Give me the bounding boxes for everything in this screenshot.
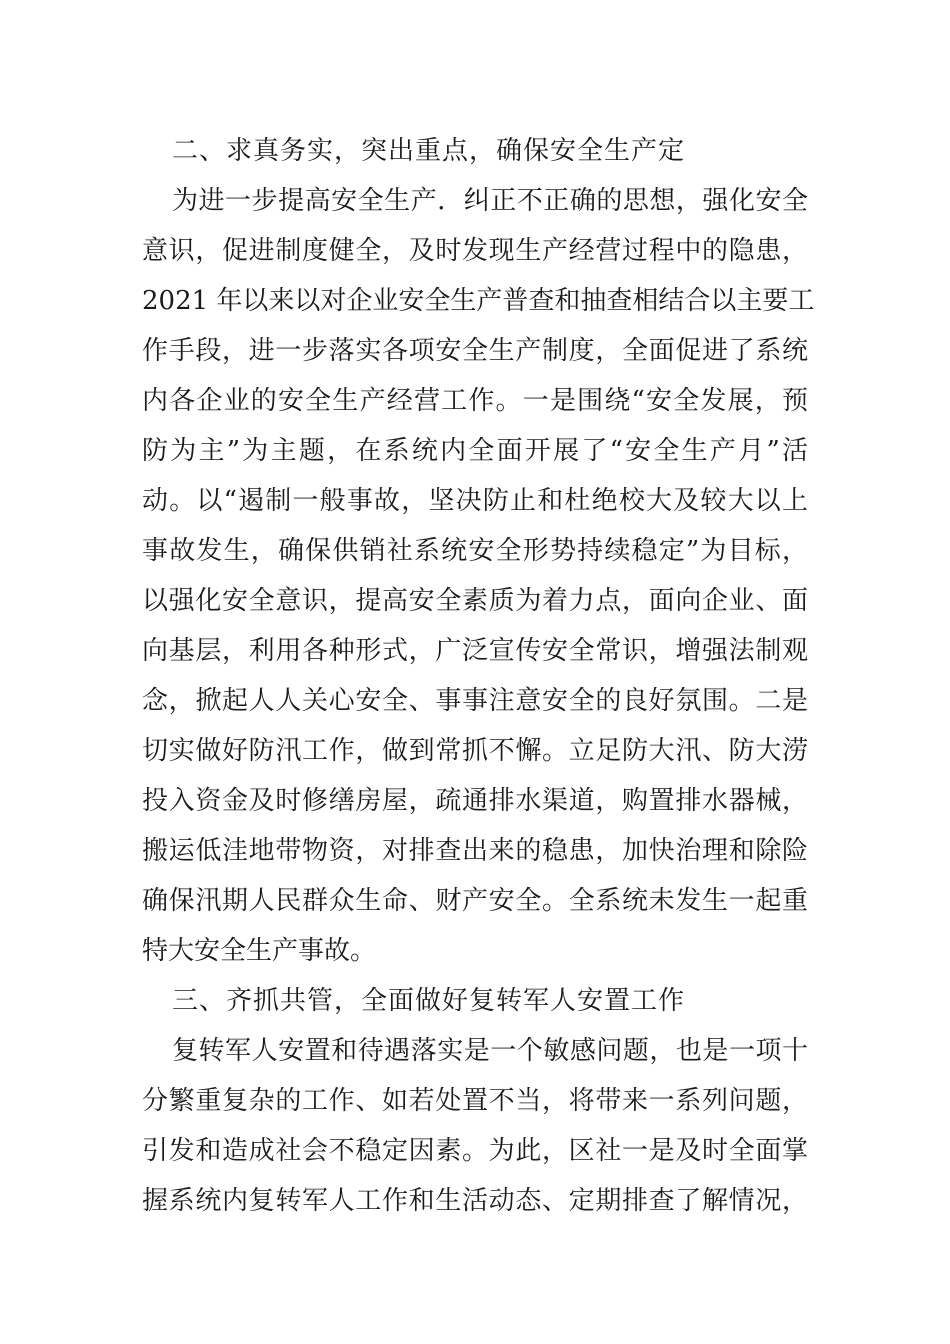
paragraph-line: 内各企业的安全生产经营工作。一是围绕“安全发展，预	[142, 386, 808, 416]
paragraph-line: 向基层，利用各种形式，广泛宣传安全常识，增强法制观	[142, 636, 808, 666]
paragraph-line: 事故发生，确保供销社系统安全形势持续稳定”为目标，	[142, 536, 808, 566]
paragraph-line: 确保汛期人民群众生命、财产安全。全系统未发生一起重	[142, 886, 808, 916]
paragraph-line: 握系统内复转军人工作和生活动态、定期排查了解情况，	[142, 1186, 808, 1216]
paragraph-line: 以强化安全意识，提高安全素质为着力点，面向企业、面	[142, 586, 808, 616]
section-heading: 二、求真务实，突出重点，确保安全生产定	[172, 136, 686, 166]
paragraph-line: 引发和造成社会不稳定因素。为此，区社一是及时全面掌	[142, 1136, 808, 1166]
paragraph-line: 动。以“遏制一般事故，坚决防止和杜绝校大及较大以上	[142, 486, 808, 516]
paragraph-line: 为进一步提高安全生产．纠正不正确的思想，强化安全	[172, 186, 808, 216]
paragraph-line: 防为主”为主题，在系统内全面开展了“安全生产月”活	[142, 436, 808, 466]
paragraph-line: 搬运低洼地带物资，对排查出来的稳患，加快治理和除险	[142, 836, 808, 866]
paragraph-line: 作手段，进一步落实各项安全生产制度，全面促进了系统	[142, 336, 808, 366]
section-heading: 三、齐抓共管，全面做好复转军人安置工作	[172, 986, 686, 1016]
paragraph-line: 分繁重复杂的工作、如若处置不当，将带来一系列问题，	[142, 1086, 808, 1116]
paragraph-line: 2021 年以来以对企业安全生产普查和抽查相结合以主要工	[142, 286, 815, 316]
paragraph-line: 意识，促进制度健全，及时发现生产经营过程中的隐患，	[142, 236, 808, 266]
paragraph-line: 投入资金及时修缮房屋，疏通排水渠道，购置排水器械，	[142, 786, 808, 816]
paragraph-line: 特大安全生产事故。	[142, 936, 377, 966]
paragraph-line: 切实做好防汛工作，做到常抓不懈。立足防大汛、防大涝	[142, 736, 808, 766]
paragraph-line: 复转军人安置和待遇落实是一个敏感问题，也是一项十	[172, 1036, 808, 1066]
paragraph-line: 念，掀起人人关心安全、事事注意安全的良好氛围。二是	[142, 686, 808, 716]
